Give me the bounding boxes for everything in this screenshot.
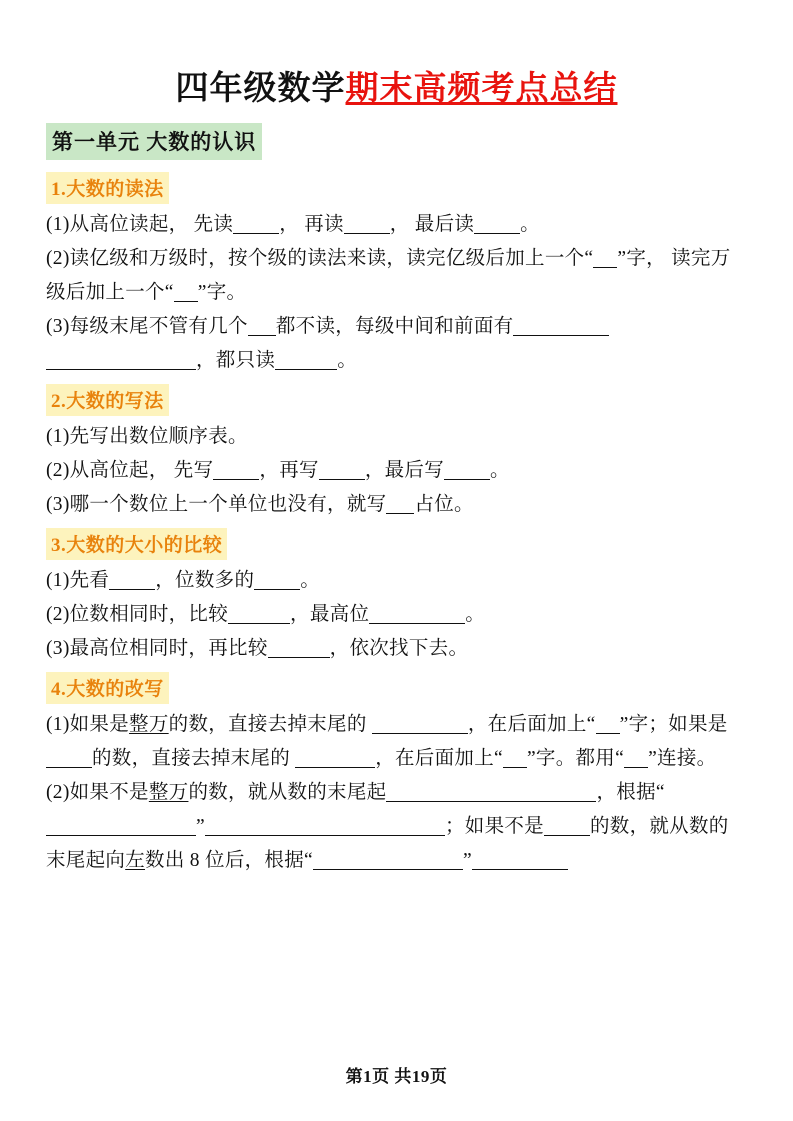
item-text: ，最后写 [364, 460, 445, 481]
section-heading: 2.大数的写法 [46, 384, 169, 416]
fill-in-blank[interactable] [319, 457, 365, 480]
item-text: 。 [337, 350, 358, 371]
fill-in-blank[interactable] [46, 347, 196, 370]
title-black-part: 四年级数学 [175, 71, 346, 107]
section-item [46, 310, 747, 378]
fill-in-blank[interactable] [472, 847, 568, 870]
fill-in-blank[interactable] [369, 601, 465, 624]
fill-in-blank[interactable] [386, 491, 414, 514]
item-text: 。 [490, 460, 510, 481]
item-text: (3)每级末尾不管有几个 [46, 316, 248, 337]
fill-in-blank[interactable] [254, 567, 300, 590]
fill-in-blank[interactable] [344, 211, 390, 234]
fill-in-blank[interactable] [544, 813, 590, 836]
item-text: ，依次找下去。 [329, 638, 469, 659]
item-text: ” [196, 816, 205, 837]
item-emphasis-text: 整万 [148, 782, 189, 803]
item-text: 的数，就从数的末尾起向 [46, 816, 729, 871]
item-text: ，最高位 [290, 604, 370, 625]
fill-in-blank[interactable] [313, 847, 463, 870]
item-text: ”字， 读完万级后加上一个“ [46, 248, 731, 303]
item-text: 都不读，每级中间和前面有 [275, 316, 514, 337]
item-text: (3)哪一个数位上一个单位也没有，就写 [46, 494, 387, 515]
item-text: ，在后面加上“ [467, 714, 596, 735]
item-emphasis-text: 左 [125, 850, 146, 871]
item-text: 的数，直接去掉末尾的 [92, 748, 296, 769]
fill-in-blank[interactable] [593, 247, 617, 268]
fill-in-blank[interactable] [295, 745, 375, 768]
item-text: 的数，直接去掉末尾的 [168, 714, 372, 735]
fill-in-blank[interactable] [46, 745, 92, 768]
title-red-part: 期末高频考点总结 [345, 71, 618, 107]
fill-in-blank[interactable] [205, 813, 445, 836]
section-item [46, 488, 747, 522]
fill-in-blank[interactable] [233, 211, 279, 234]
item-text: ，再写 [259, 460, 319, 481]
item-text: 。 [465, 604, 486, 625]
item-text: ”字。 [197, 282, 247, 303]
item-text: (1)先看 [46, 570, 110, 591]
item-text: ， 最后读 [389, 214, 475, 235]
fill-in-blank[interactable] [109, 567, 155, 590]
fill-in-blank[interactable] [275, 347, 337, 370]
fill-in-blank[interactable] [444, 457, 490, 480]
fill-in-blank[interactable] [228, 601, 290, 624]
item-text: 。 [300, 570, 321, 591]
fill-in-blank[interactable] [372, 711, 468, 734]
item-text: ， 再读 [279, 214, 344, 235]
item-text: (3)最高位相同时，再比较 [46, 638, 268, 659]
item-text: ”字。都用“ [526, 748, 625, 769]
fill-in-blank[interactable] [248, 313, 276, 336]
fill-in-blank[interactable] [624, 747, 648, 768]
item-text: (1)先写出数位顺序表。 [46, 426, 248, 447]
item-text: ”连接。 [648, 748, 717, 769]
section-heading-wrap [46, 378, 747, 420]
unit-heading-wrap [46, 119, 747, 166]
item-text: ；如果不是 [444, 816, 544, 837]
section-item [46, 708, 747, 776]
page-title [46, 62, 747, 109]
fill-in-blank[interactable] [46, 813, 196, 836]
fill-in-blank[interactable] [503, 747, 527, 768]
item-text: ，都只读 [196, 350, 276, 371]
section-item [46, 242, 747, 310]
item-text: ” [462, 850, 472, 871]
unit-heading: 第一单元 大数的认识 [46, 123, 262, 160]
fill-in-blank[interactable] [386, 779, 596, 802]
section-heading-wrap [46, 166, 747, 208]
section-item [46, 208, 747, 242]
section-heading: 4.大数的改写 [46, 672, 169, 704]
section-heading-wrap [46, 666, 747, 708]
section-heading: 1.大数的读法 [46, 172, 169, 204]
item-text: (2)从高位起， 先写 [46, 460, 214, 481]
section-item [46, 454, 747, 488]
item-text: ”字；如果是 [619, 714, 728, 735]
item-text: (2)如果不是 [46, 782, 149, 803]
fill-in-blank[interactable] [474, 211, 520, 234]
section-item [46, 632, 747, 666]
item-emphasis-text: 整万 [129, 714, 169, 735]
fill-in-blank[interactable] [174, 281, 198, 302]
fill-in-blank[interactable] [213, 457, 259, 480]
section-item [46, 598, 747, 632]
item-text: ，在后面加上“ [375, 748, 503, 769]
item-text: ，根据“ [596, 782, 665, 803]
section-heading-wrap [46, 522, 747, 564]
item-text: 。 [520, 214, 540, 235]
section-item [46, 420, 747, 454]
sections-container [46, 166, 747, 878]
item-text: (1)从高位读起， 先读 [46, 214, 234, 235]
item-text: 数出 8 位后，根据“ [145, 850, 313, 871]
item-text: (1)如果是 [46, 714, 130, 735]
fill-in-blank[interactable] [268, 635, 330, 658]
section-heading: 3.大数的大小的比较 [46, 528, 227, 560]
section-item [46, 776, 747, 878]
page-footer: 第1页 共19页 [345, 1067, 448, 1086]
item-text: 占位。 [414, 494, 474, 515]
item-text: 的数，就从数的末尾起 [188, 782, 387, 803]
fill-in-blank[interactable] [513, 313, 609, 336]
item-text: ，位数多的 [155, 570, 255, 591]
fill-in-blank[interactable] [596, 713, 620, 734]
item-text: (2)读亿级和万级时，按个级的读法来读，读完亿级后加上一个“ [46, 248, 594, 269]
section-item [46, 564, 747, 598]
item-text: (2)位数相同时，比较 [46, 604, 229, 625]
